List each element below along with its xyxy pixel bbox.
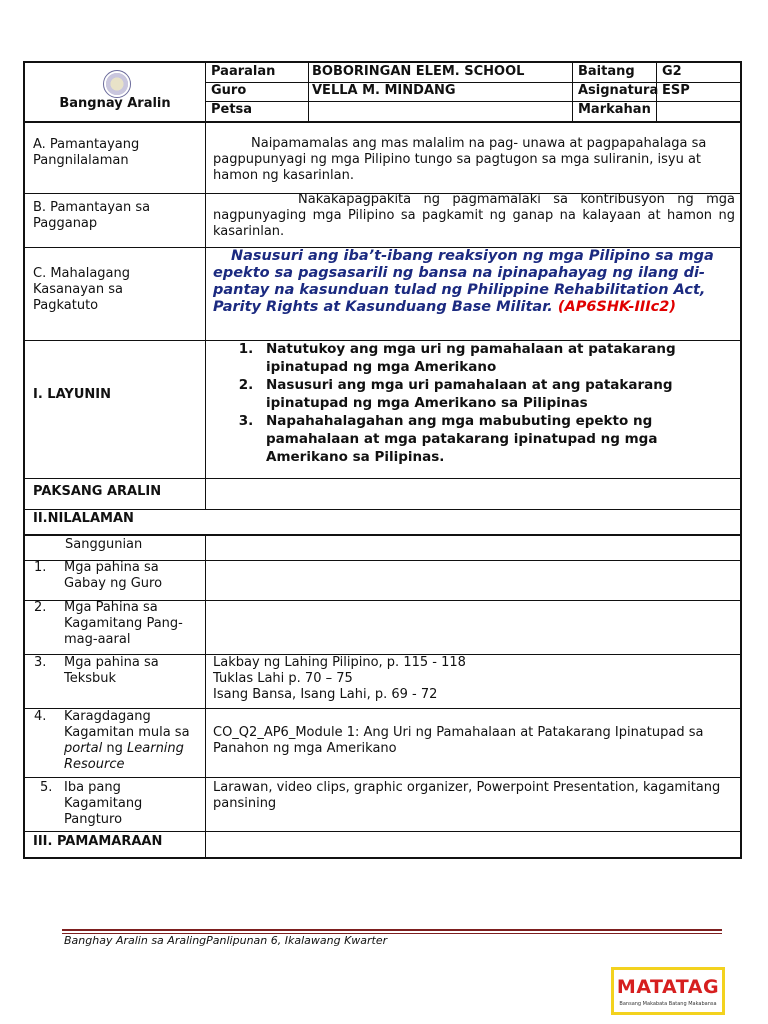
objective-item: 1. Natutukoy ang mga uri ng pamahalaan at patakarang ipinatupad ng mga Amerikano bbox=[258, 340, 735, 376]
label-topic: PAKSANG ARALIN bbox=[33, 484, 162, 499]
ref-value-textbook: Lakbay ng Lahing Pilipino, p. 115 - 118 Tuklas Lahi p. 70 – 75 Isang Bansa, Isang Lahi, p. 69 - 72 bbox=[213, 655, 466, 702]
label-teacher: Guro bbox=[211, 83, 247, 98]
header-row-3 bbox=[205, 101, 740, 121]
competency-text: Nasusuri ang iba’t-ibang reaksiyon ng mga Pilipino sa mga epekto sa pagsasarili ng bansa na ipinapahayag ng ilang di-pantay na kasunduan tulad ng Philippine Rehabilitation Act, Parity Rights at Kasunduang Base Militar. bbox=[213, 248, 714, 315]
ref-number: 1. bbox=[34, 560, 47, 575]
ref-number: 5. bbox=[40, 780, 53, 795]
text-content-standard: Naipamamalas ang mas malalim na pag- unawa at pagpapahalaga sa pagpupunyagi ng mga Pilipino tungo sa pagtugon sa mga suliranin, isyu at hamon ng kasarinlan. bbox=[213, 136, 707, 183]
label-content-standard: A. Pamantayang Pangnilalaman bbox=[33, 137, 140, 168]
value-school: BOBORINGAN ELEM. SCHOOL bbox=[312, 64, 525, 79]
matatag-logo-word: MATATAG bbox=[616, 976, 720, 998]
label-objectives: I. LAYUNIN bbox=[33, 387, 111, 402]
label-references: Sanggunian bbox=[65, 537, 143, 552]
label-content: II.NILALAMAN bbox=[33, 511, 134, 526]
ref-label-other-materials: Iba pang Kagamitang Pangturo bbox=[64, 780, 143, 827]
ref-value-other-materials: Larawan, video clips, graphic organizer, Powerpoint Presentation, kagamitang pansining bbox=[213, 780, 721, 811]
label-performance-standard: B. Pamantayan sa Pagganap bbox=[33, 200, 151, 231]
value-subject: ESP bbox=[662, 83, 690, 98]
label-grade: Baitang bbox=[578, 64, 635, 79]
header-row-2 bbox=[205, 82, 740, 102]
ref-label-additional-materials: Karagdagang Kagamitan mula sa portal ng Learning Resource bbox=[64, 709, 190, 772]
lesson-plan-table bbox=[23, 123, 742, 859]
text-learning-competency bbox=[213, 248, 735, 316]
ref-label-textbook: Mga pahina sa Teksbuk bbox=[64, 655, 159, 686]
label-date: Petsa bbox=[211, 102, 253, 117]
ref-number: 4. bbox=[34, 709, 47, 724]
text-performance-standard: Nakakapagpakita ng pagmamalaki sa kontribusyon ng mga nagpunyaging mga Pilipino sa pagkamit ng ganap na kalayaan at hamon ng kasarinlan. bbox=[213, 192, 735, 239]
ref-number: 3. bbox=[34, 655, 47, 670]
header-row-1 bbox=[205, 63, 740, 83]
header-table bbox=[23, 61, 742, 123]
objectives-list-cell bbox=[213, 340, 735, 466]
ref-label-learner-material: Mga Pahina sa Kagamitang Pang-mag-aaral bbox=[64, 600, 183, 647]
value-teacher: VELLA M. MINDANG bbox=[312, 83, 456, 98]
label-school: Paaralan bbox=[211, 64, 276, 79]
matatag-logo bbox=[611, 967, 725, 1015]
matatag-logo-tagline: Bansang Makabata Batang Makabansa bbox=[619, 1001, 717, 1007]
ref-value-module: CO_Q2_AP6_Module 1: Ang Uri ng Pamahalaan at Patakarang Ipinatupad sa Panahon ng mga Amerikano bbox=[213, 725, 704, 756]
ref-number: 2. bbox=[34, 600, 47, 615]
objective-item: 3. Napahahalagahan ang mga mabubuting epekto ng pamahalaan at mga patakarang ipinatupad ng mga Amerikano sa Pilipinas. bbox=[258, 412, 735, 466]
label-procedure: III. PAMAMARAAN bbox=[33, 834, 163, 849]
competency-code: (AP6SHK-IIIc2) bbox=[557, 299, 676, 315]
deped-seal-logo bbox=[103, 70, 131, 98]
label-learning-competency: C. Mahalagang Kasanayan sa Pagkatuto bbox=[33, 266, 131, 313]
logo-cell bbox=[25, 63, 206, 121]
objectives-list bbox=[213, 340, 735, 466]
label-quarter: Markahan bbox=[578, 102, 651, 117]
ref-label-teacher-guide: Mga pahina sa Gabay ng Guro bbox=[64, 560, 163, 591]
objective-item: 2. Nasusuri ang mga uri pamahalaan at ang patakarang ipinatupad ng mga Amerikano sa Pilipinas bbox=[258, 376, 735, 412]
value-grade: G2 bbox=[662, 64, 682, 79]
logo-title: Bangnay Aralin bbox=[59, 96, 171, 111]
footer-rule bbox=[62, 929, 722, 931]
label-subject: Asignatura bbox=[578, 83, 659, 98]
footer-text: Banghay Aralin sa AralingPanlipunan 6, Ikalawang Kwarter bbox=[64, 934, 388, 947]
